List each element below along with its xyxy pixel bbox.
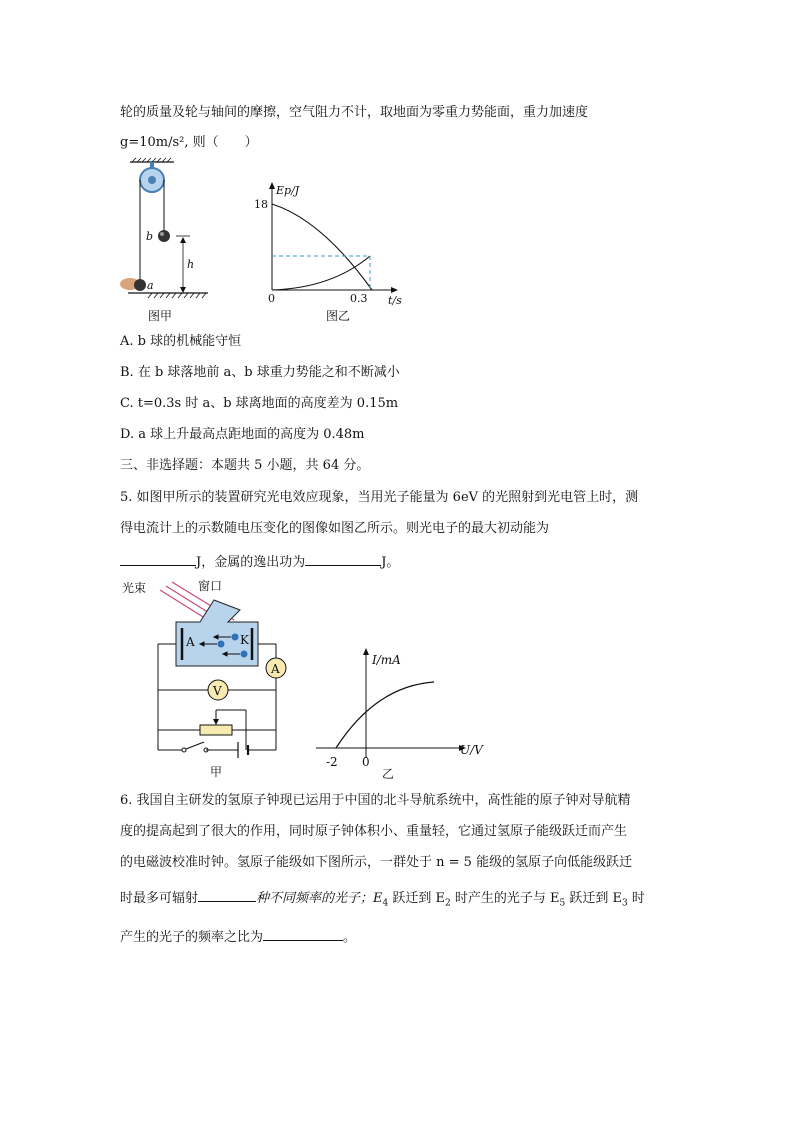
origin-label-iu: 0 [362,755,370,769]
label-anode: A [186,635,195,649]
label-window: 窗口 [198,579,223,593]
q6-line5 [120,926,356,947]
pulley-figure [118,158,213,328]
q5-line3 [120,551,399,572]
y-axis-label: Ep/J [276,184,300,197]
curve-a [272,256,370,290]
label-b: b [146,230,154,243]
subscript-4: 4 [382,898,389,909]
q6-line3: 的电磁波校准时钟。氢原子能级如下图所示，一群处于 n = 5 能级的氢原子向低能级跃迁 [120,855,633,870]
q6-line1: 6. 我国自主研发的氢原子钟现已运用于中国的北斗导航系统中，高性能的原子钟对导航精 [120,793,631,808]
label-cathode: K [240,633,249,647]
fig-yi-caption-q5: 乙 [382,767,395,781]
subscript-2: 2 [445,898,451,909]
ep-t-graph [252,180,412,328]
option-c: C. t=0.3s 时 a、b 球离地面的高度差为 0.15m [120,396,399,411]
q5-line3-b: J。 [381,555,400,570]
rheostat [200,725,232,735]
photocell-circuit [120,574,300,784]
subscript-5: 5 [559,898,566,909]
answer-blank-count[interactable] [198,887,256,902]
q4-intro-line2: g=10m/s², 则（ ） [120,135,258,150]
y-tick-18: 18 [254,198,268,211]
q6-line4-e: 跃迁到 E [565,891,623,906]
label-a: a [147,279,154,292]
q6-line4 [120,887,645,913]
q6-line5-b: 。 [343,930,357,945]
ball-b [158,230,170,242]
fig-jia-caption-q5: 甲 [210,765,223,779]
answer-blank-w0[interactable] [305,551,381,566]
x-tick-0.3: 0.3 [350,292,368,305]
option-d: D. a 球上升最高点距地面的高度为 0.48m [120,427,365,442]
voltmeter-label: V [213,684,222,698]
tick-neg2: -2 [326,755,338,769]
q5-line1: 5. 如图甲所示的装置研究光电效应现象，当用光子能量为 6eV 的光照射到光电管上时，测 [120,490,639,505]
i-u-graph [316,646,486,784]
curve-b [272,204,372,290]
fig-jia-caption: 图甲 [148,309,173,323]
q6-line4-b: 种不同频率的光子；E [256,891,383,906]
label-h: h [187,258,195,271]
answer-blank-ek[interactable] [120,551,196,566]
answer-blank-ratio[interactable] [263,926,343,941]
q5-line2: 得电流计上的示数随电压变化的图像如图乙所示。则光电子的最大初动能为 [120,521,550,536]
ammeter-label: A [271,662,280,676]
fig-yi-caption: 图乙 [326,309,351,323]
y-axis-label-iu: I/mA [372,653,401,667]
q6-line4-f: 时 [627,891,645,906]
q6-line5-a: 产生的光子的频率之比为 [120,930,264,945]
option-b: B. 在 b 球落地前 a、b 球重力势能之和不断减小 [120,365,400,380]
q6-line4-d: 时产生的光子与 E [450,891,560,906]
x-axis-label-iu: U/V [460,743,483,757]
ball-a [134,279,146,291]
section-heading: 三、非选择题：本题共 5 小题，共 64 分。 [120,458,370,473]
option-a: A. b 球的机械能守恒 [120,334,242,349]
q6-line2: 度的提高起到了很大的作用，同时原子钟体积小、重量轻，它通过氢原子能级跃迁而产生 [120,824,628,839]
q5-line3-a: J，金属的逸出功为 [196,555,306,570]
q6-line4-a: 时最多可辐射 [120,891,199,906]
x-axis-label: t/s [388,294,402,307]
origin-label: 0 [268,292,275,305]
iu-curve [336,682,434,748]
subscript-3: 3 [622,898,628,909]
label-beam: 光束 [122,581,147,595]
q4-intro-line1: 轮的质量及轮与轴间的摩擦，空气阻力不计，取地面为零重力势能面，重力加速度 [120,105,589,120]
q6-line4-c: 跃迁到 E [388,891,446,906]
